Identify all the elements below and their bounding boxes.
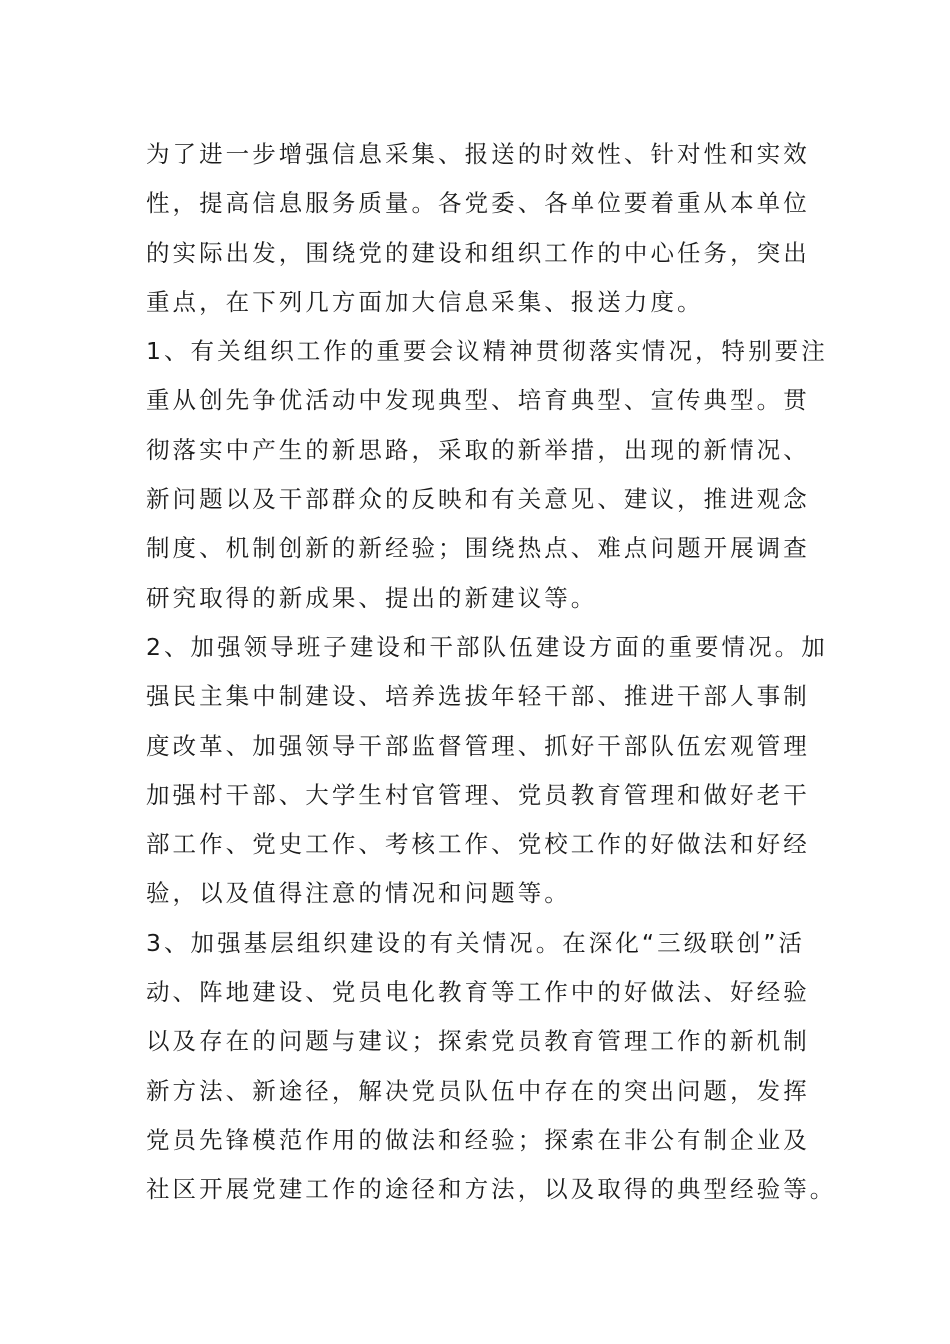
text-line: 强民主集中制建设、培养选拔年轻干部、推进干部人事制	[146, 682, 810, 711]
text-line: 1、有关组织工作的重要会议精神贯彻落实情况，特别要注	[146, 337, 828, 366]
text-line: 党员先锋模范作用的做法和经验；探索在非公有制企业及	[146, 1125, 810, 1154]
text-line: 度改革、加强领导干部监督管理、抓好干部队伍宏观管理	[146, 731, 810, 760]
text-line: 社区开展党建工作的途径和方法，以及取得的典型经验等。	[146, 1175, 837, 1204]
text-line: 加强村干部、大学生村官管理、党员教育管理和做好老干	[146, 780, 810, 809]
text-line: 重点，在下列几方面加大信息采集、报送力度。	[146, 287, 704, 316]
text-line: 研究取得的新成果、提出的新建议等。	[146, 583, 598, 612]
document-body	[146, 130, 837, 1215]
text-line: 性，提高信息服务质量。各党委、各单位要着重从本单位	[146, 189, 810, 218]
text-line: 验，以及值得注意的情况和问题等。	[146, 879, 571, 908]
text-line: 的实际出发，围绕党的建设和组织工作的中心任务，突出	[146, 238, 810, 267]
text-line: 3、加强基层组织建设的有关情况。在深化“三级联创”活	[146, 928, 806, 957]
text-line: 为了进一步增强信息采集、报送的时效性、针对性和实效	[146, 140, 810, 168]
text-line: 彻落实中产生的新思路，采取的新举措，出现的新情况、	[146, 435, 810, 464]
text-line: 以及存在的问题与建议；探索党员教育管理工作的新机制	[146, 1027, 810, 1056]
text-line: 新方法、新途径，解决党员队伍中存在的突出问题，发挥	[146, 1076, 810, 1105]
text-line: 新问题以及干部群众的反映和有关意见、建议，推进观念	[146, 485, 810, 514]
text-line: 制度、机制创新的新经验；围绕热点、难点问题开展调查	[146, 534, 810, 563]
text-line: 部工作、党史工作、考核工作、党校工作的好做法和好经	[146, 830, 810, 859]
text-line: 重从创先争优活动中发现典型、培育典型、宣传典型。贯	[146, 386, 810, 415]
text-line: 动、阵地建设、党员电化教育等工作中的好做法、好经验	[146, 978, 810, 1007]
text-line: 2、加强领导班子建设和干部队伍建设方面的重要情况。加	[146, 632, 828, 661]
